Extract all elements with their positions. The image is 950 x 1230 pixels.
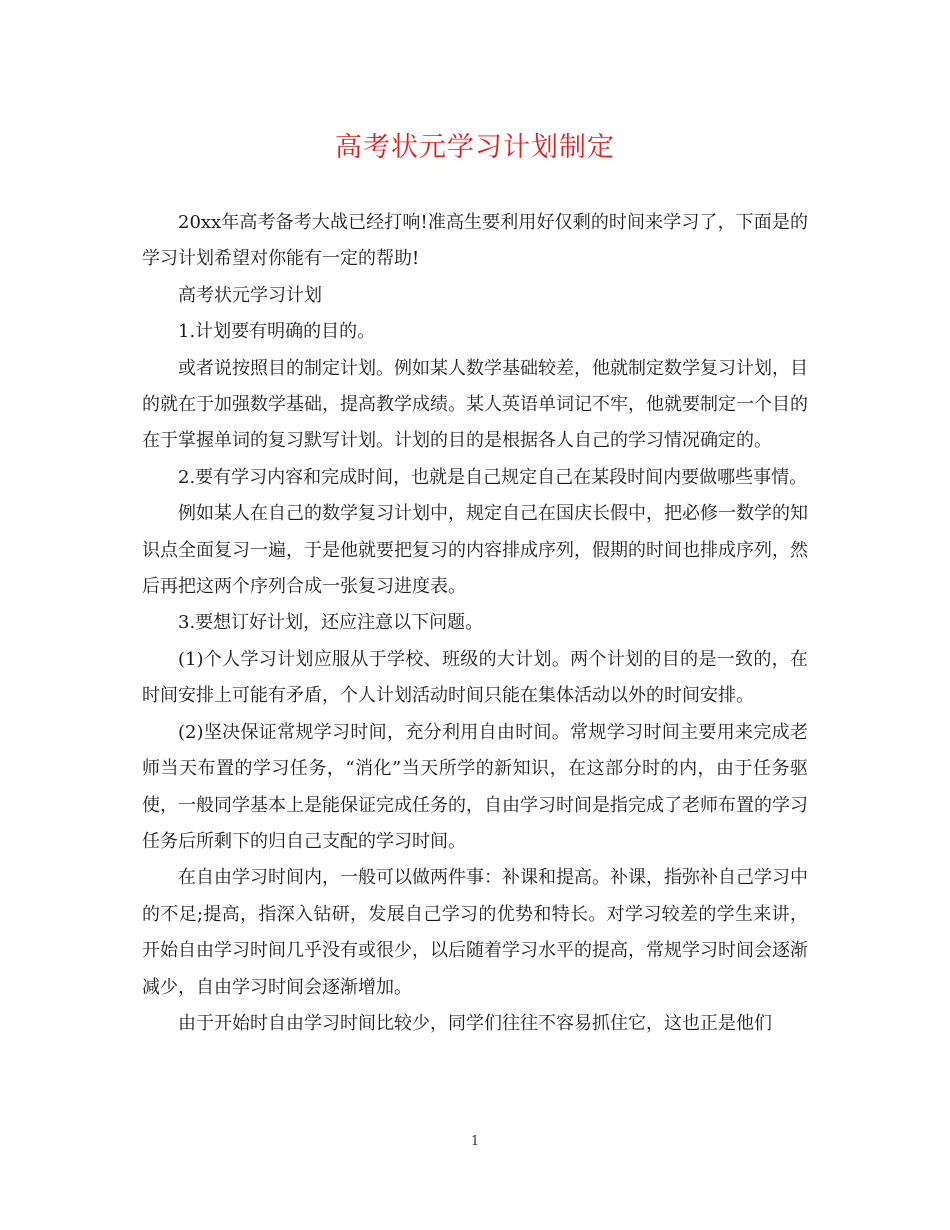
document-title: 高考状元学习计划制定 xyxy=(335,132,615,163)
paragraph-point-1: 1.计划要有明确的目的。 xyxy=(178,321,376,343)
paragraph-point-2-detail: 例如某人在自己的数学复习计划中，规定自己在国庆长假中，把必修一数学的知识点全面复习一遍，于是他就要把复习的内容排成序列，假期的时间也排成序列，然后再把这两个序列合成一张复习进度表。 xyxy=(142,503,808,598)
paragraph-subtitle: 高考状元学习计划 xyxy=(178,284,322,306)
paragraph-point-2: 2.要有学习内容和完成时间，也就是自己规定自己在某段时间内要做哪些事情。 xyxy=(178,466,808,488)
paragraph-intro: 20xx年高考备考大战已经打响!准高生要利用好仅剩的时间来学习了，下面是的学习计划希望对你能有一定的帮助! xyxy=(142,212,808,270)
page-number: 1 xyxy=(470,1134,480,1149)
paragraph-continued: 由于开始时自由学习时间比较少，同学们往往不容易抓住它，这也正是他们 xyxy=(178,1012,772,1034)
document-body xyxy=(142,205,808,1042)
paragraph-point-3-item-2: (2)坚决保证常规学习时间，充分利用自由时间。常规学习时间主要用来完成老师当天布置的学习任务，“消化”当天所学的新知识，在这部分时的内，由于任务驱使，一般同学基本上是能保证完成任务的，自由学习时间是指完成了老师布置的学习任务后所剩下的归自己支配的学习时间。 xyxy=(142,721,808,852)
paragraph-point-3-item-1: (1)个人学习计划应服从于学校、班级的大计划。两个计划的目的是一致的，在时间安排上可能有矛盾，个人计划活动时间只能在集体活动以外的时间安排。 xyxy=(142,648,808,707)
paragraph-point-1-detail: 或者说按照目的制定计划。例如某人数学基础较差，他就制定数学复习计划，目的就在于加强数学基础，提高教学成绩。某人英语单词记不牢，他就要制定一个目的在于掌握单词的复习默写计划。计划的目的是根据各人自己的学习情况确定的。 xyxy=(142,357,808,452)
paragraph-free-time: 在自由学习时间内，一般可以做两件事：补课和提高。补课，指弥补自己学习中的不足;提高，指深入钻研，发展自己学习的优势和特长。对学习较差的学生来讲，开始自由学习时间几乎没有或很少，以后随着学习水平的提高，常规学习时间会逐渐减少，自由学习时间会逐渐增加。 xyxy=(142,867,808,998)
paragraph-point-3: 3.要想订好计划，还应注意以下问题。 xyxy=(178,612,484,634)
